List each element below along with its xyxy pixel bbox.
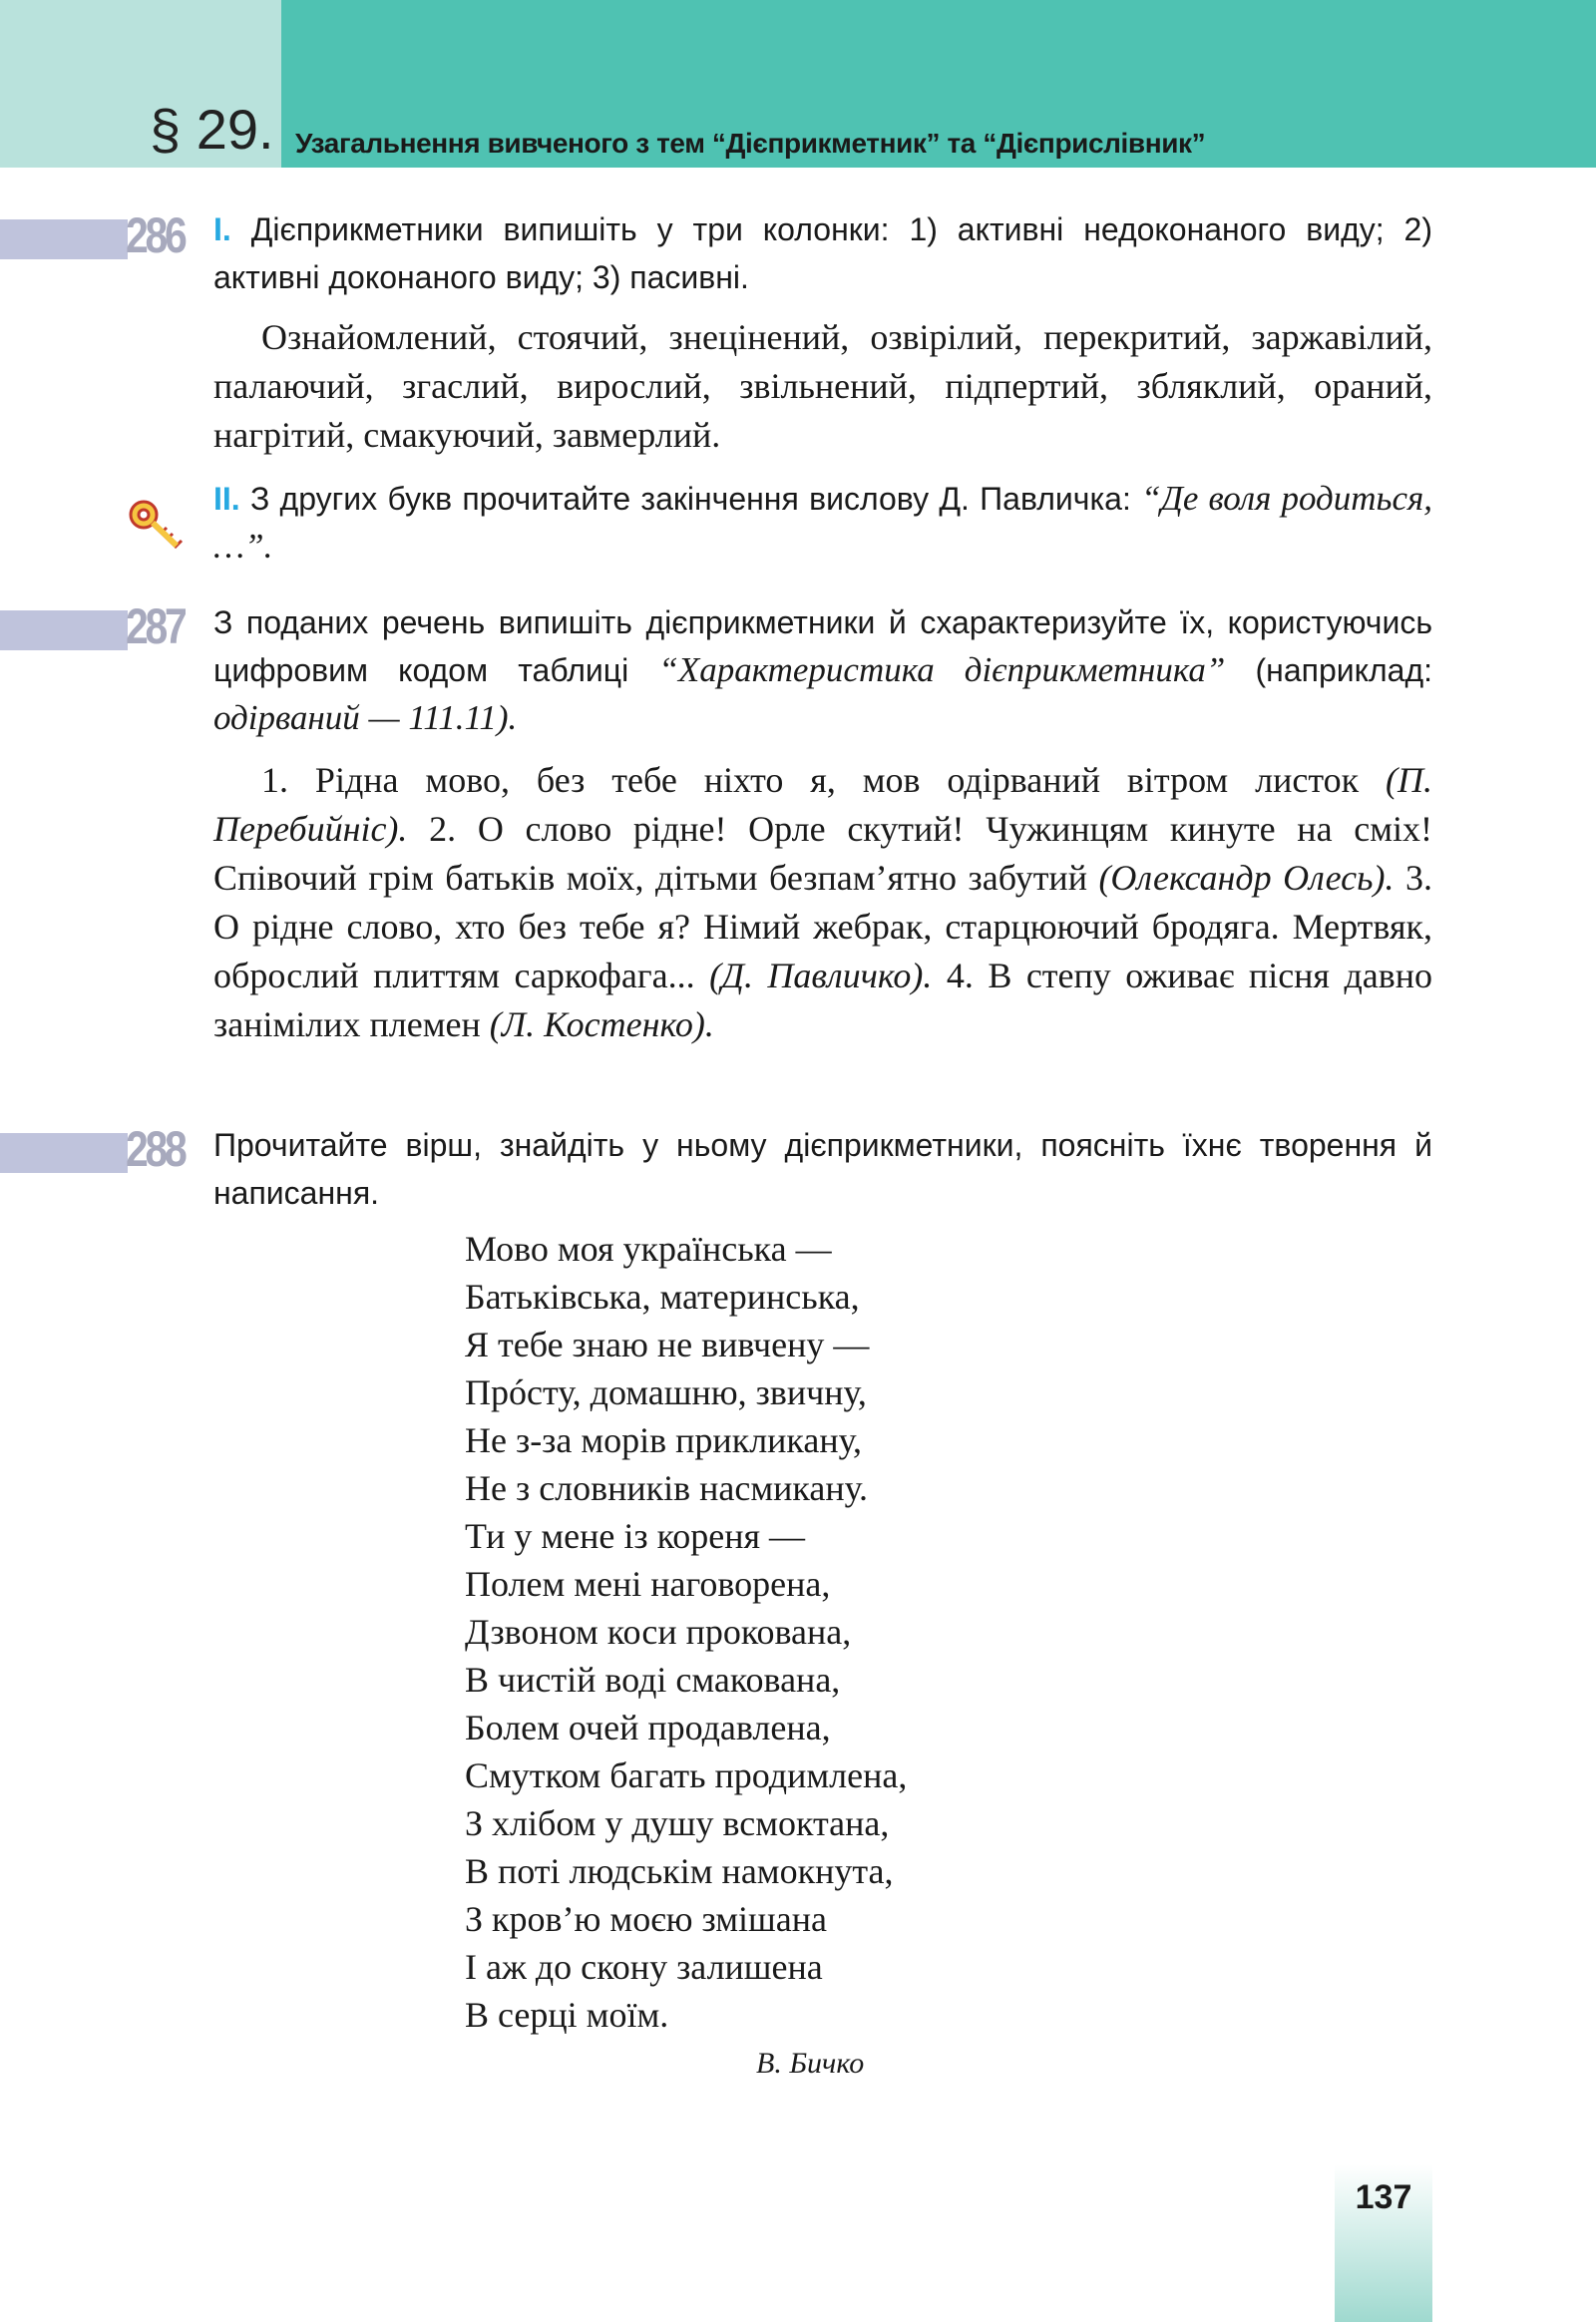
- exercise-286-part-2: [213, 475, 1432, 571]
- exercise-287-task-text: З поданих речень випишіть дієприкметники й схарактеризуйте їх, користуючись цифровим кодом таблиці: [213, 604, 1432, 688]
- part-label-1: I.: [213, 211, 231, 247]
- poem-line: Прóсту, домашню, звичну,: [465, 1372, 867, 1412]
- part-2-task-text: З других букв прочитайте закінчення вислову Д. Павличка:: [249, 481, 1131, 517]
- poem-line: Дзвоном коси прокована,: [465, 1612, 852, 1652]
- exercise-288-task: Прочитайте вірш, знайдіть у ньому дієприкметники, поясніть їхнє творення й написання.: [213, 1127, 1432, 1211]
- section-title: Узагальнення вивченого з тем “Дієприкметник” та “Дієприслівник”: [295, 128, 1206, 159]
- sentence-3-author: (Д. Павличко).: [709, 956, 933, 995]
- poem-line: Мово моя українська —: [465, 1229, 832, 1269]
- poem-line: Я тебе знаю не вивчену —: [465, 1325, 870, 1364]
- poem-line: Полем мені наговорена,: [465, 1564, 831, 1604]
- exercise-marker-bar: [0, 610, 128, 650]
- poem-line: Батьківська, материнська,: [465, 1277, 860, 1317]
- part-2-quote: “Де воля родиться, …”.: [213, 479, 1433, 566]
- table-reference: “Характеристика дієприкметника”: [658, 650, 1226, 689]
- sentences-paragraph: [213, 756, 1432, 1049]
- exercise-number-287: 287: [126, 598, 185, 654]
- exercise-286-task: [213, 205, 1432, 301]
- poem-line: В серці моїм.: [465, 1995, 669, 2035]
- exercise-287-task: [213, 598, 1432, 742]
- exercise-286-words: [213, 313, 1432, 460]
- sentence-4-author: (Л. Костенко).: [489, 1004, 714, 1044]
- poem-line: Не з словників насмикану.: [465, 1468, 869, 1508]
- exercise-287-sentences: [213, 756, 1432, 1049]
- poem: [465, 1225, 907, 2039]
- poem-line: В чистій воді смакована,: [465, 1660, 841, 1700]
- sentence-1-author: (П. Перебийніс).: [213, 760, 1432, 849]
- exercise-marker-bar: [0, 219, 128, 259]
- sentence-3: 3. О рідне слово, хто без тебе я? Німий жебрак, старцюючий бродяга. Мертвяк, оброслий плиттям саркофага...: [213, 858, 1432, 995]
- exercise-number-288: 288: [126, 1121, 185, 1177]
- page-number: 137: [1355, 2178, 1412, 2216]
- poem-line: Смутком багать продимлена,: [465, 1755, 908, 1795]
- poem-line: З кров’ю моєю змішана: [465, 1899, 827, 1939]
- poem-line: І аж до скону залишена: [465, 1947, 823, 1987]
- example-value: одірваний — 111.11).: [213, 698, 518, 737]
- section-number: § 29.: [150, 98, 274, 161]
- key-icon: [122, 487, 194, 559]
- exercise-286-task-text: Дієприкметники випишіть у три колонки: 1) активні недоконаного виду; 2) активні доконаного виду; 3) пасивні.: [213, 211, 1433, 295]
- poem-line: Ти у мене із кореня —: [465, 1516, 806, 1556]
- exercise-number-286: 286: [126, 207, 185, 263]
- word-list: Ознайомлений, стоячий, знецінений, озвірілий, перекритий, заржавілий, палаючий, згаслий, вирослий, звільнений, підпертий, збляклий, ораний, нагрітий, смакуючий, завмерлий.: [213, 317, 1432, 455]
- poem-line: З хлібом у душу всмоктана,: [465, 1803, 890, 1843]
- sentence-4: 4. В степу оживає пісня давно занімілих племен: [213, 956, 1433, 1044]
- poem-line: Не з-за морів прикликану,: [465, 1420, 863, 1460]
- sentence-1: 1. Рідна мово, без тебе ніхто я, мов одірваний вітром листок: [261, 760, 1360, 800]
- example-prefix: (наприклад:: [1255, 652, 1432, 688]
- exercise-marker-bar: [0, 1133, 128, 1173]
- part-label-2: II.: [213, 481, 240, 517]
- poem-line: В поті людськім намокнута,: [465, 1851, 894, 1891]
- poem-line: Болем очей продавлена,: [465, 1708, 831, 1747]
- poem-author: В. Бичко: [756, 2047, 865, 2080]
- sentence-2: 2. О слово рідне! Орле скутий! Чужинцям кинуте на сміх! Співочий грім батьків моїх, дітьми безпам’ятно забутий: [213, 809, 1432, 898]
- sentence-2-author: (Олександр Олесь).: [1098, 858, 1395, 898]
